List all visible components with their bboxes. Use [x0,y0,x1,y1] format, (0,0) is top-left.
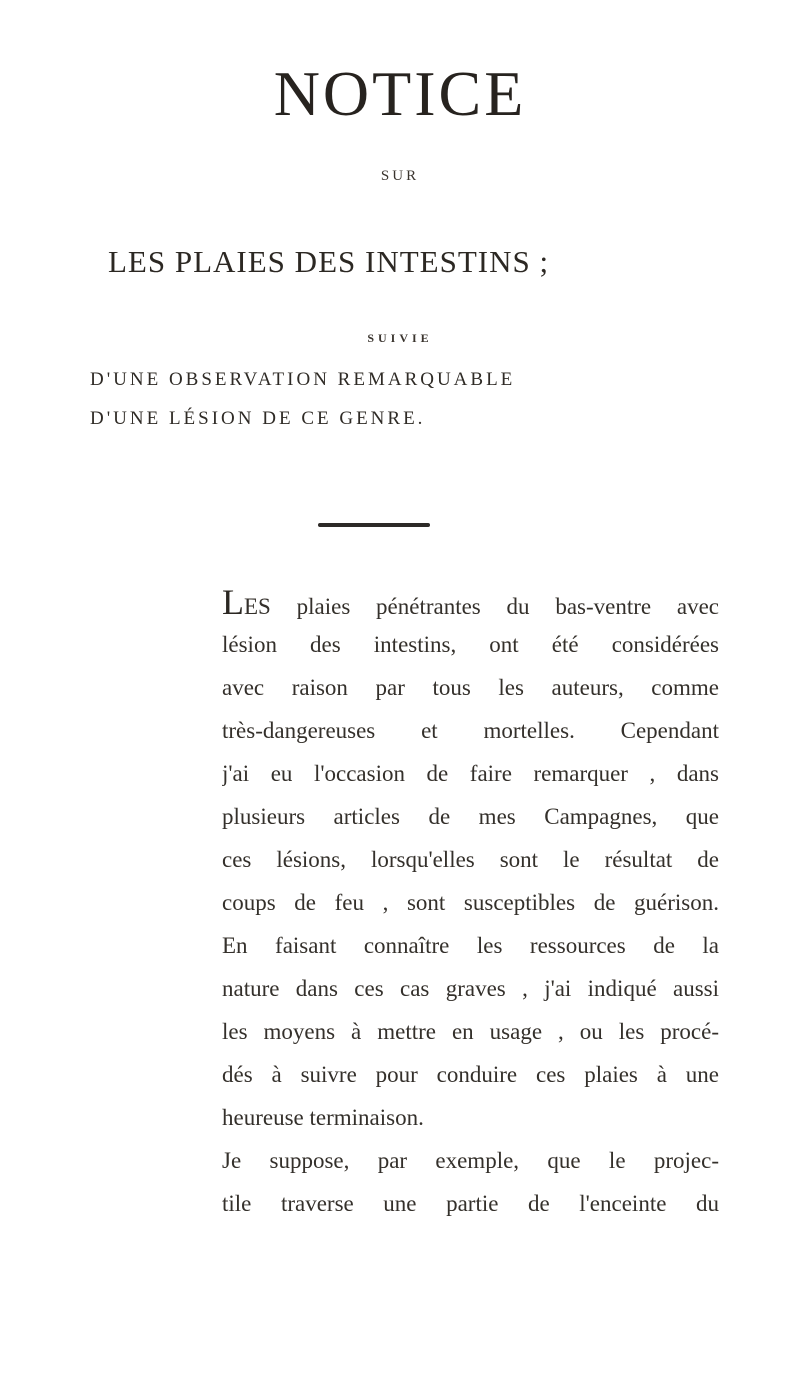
body-line-9: En faisant connaître les ressources de la [222,933,719,958]
body-line-text: ES plaies pénétrantes du bas-ventre avec [244,594,719,619]
body-line-3: avec raison par tous les auteurs, comme [222,675,719,700]
body-line-7: ces lésions, lorsqu'elles sont le résultat de [222,847,719,872]
body-line-14: Je suppose, par exemple, que le projec- [222,1148,719,1173]
drop-cap: L [222,585,244,619]
title-divider [318,523,430,527]
body-line-13: heureuse terminaison. [222,1105,424,1130]
body-line-15: tile traverse une partie de l'enceinte du [222,1191,719,1216]
body-line-2: lésion des intestins, ont été considérées [222,632,719,657]
body-line-11: les moyens à mettre en usage , ou les procé- [222,1019,719,1044]
page-title: NOTICE [273,58,527,129]
subtitle-line-2: D'UNE LÉSION DE CE GENRE. [90,408,426,429]
body-line-4: très-dangereuses et mortelles. Cependant [222,718,719,743]
body-line-6: plusieurs articles de mes Campagnes, que [222,804,719,829]
body-line-8: coups de feu , sont susceptibles de guérison. [222,890,719,915]
subtitle-connector: SUIVIE [367,331,433,345]
body-line-10: nature dans ces cas graves , j'ai indiqué aussi [222,976,719,1001]
body-line-5: j'ai eu l'occasion de faire remarquer , dans [222,761,719,786]
subtitle-line-1: D'UNE OBSERVATION REMARQUABLE [90,369,516,390]
body-line-1 [222,585,719,619]
title-connector: SUR [380,168,420,184]
body-line-12: dés à suivre pour conduire ces plaies à une [222,1062,719,1087]
main-title: LES PLAIES DES INTESTINS ; [108,244,550,279]
